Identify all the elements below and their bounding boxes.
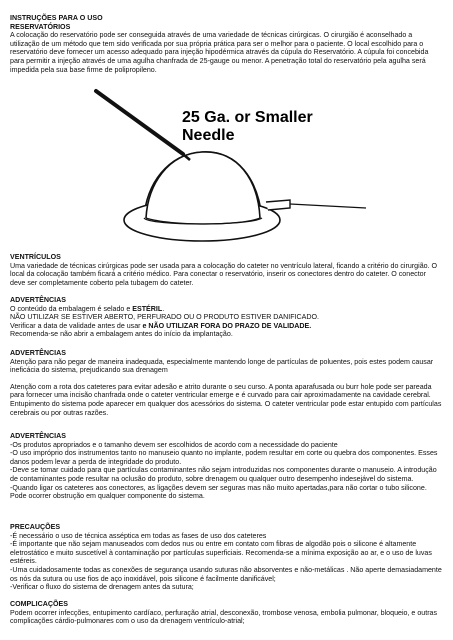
paragraph-adv2-3: Entupimento do sistema pode aparecer em qualquer dos acessórios do sistema. O cateter ventricular pode estar entupido com partículas cerebrais ou por outras razões.: [10, 399, 442, 417]
line-embalagem: O conteúdo da embalagem é selado e ESTÉRIL.: [10, 304, 165, 313]
reservoir-needle-figure: [90, 86, 370, 246]
paragraph-prec-2: -É importante que não sejam manuseados com dedos nus ou entre em contato com fibras de algodão pois o silicone é altamente eletrostático e muito suscetível à contaminação por partículas superficiais. Recomenda-se a mínima exposição ao ar, e o uso de luvas estéreis.: [10, 540, 432, 566]
section-advertencias-1: [10, 296, 442, 339]
heading-precaucoes: PRECAUÇÕES: [10, 523, 61, 531]
paragraph-prec-4: -Verificar o fluxo do sistema de drenagem antes da sutura;: [10, 583, 194, 592]
paragraph-complicacoes: Podem ocorrer infecções, entupimento cardíaco, perfuração atrial, desconexão, trombose venosa, embolia pulmonar, bloqueio, e outras complicações cárdio-pulmonares com o uso da drenagem ventrículo-atrial;: [10, 608, 438, 626]
section-ventriculos: [10, 253, 442, 287]
section-complicacoes: [10, 600, 442, 626]
heading-advertencias-2: ADVERTÊNCIAS: [10, 349, 66, 357]
line-nao-utilizar: NÃO UTILIZAR SE ESTIVER ABERTO, PERFURADO OU O PRODUTO ESTIVER DANIFICADO.: [10, 313, 320, 322]
heading-ventriculos: VENTRÍCULOS: [10, 253, 61, 261]
heading-advertencias-1: ADVERTÊNCIAS: [10, 296, 66, 304]
heading-advertencias-3: ADVERTÊNCIAS: [10, 432, 66, 440]
paragraph-adv3-4: -Quando ligar os cateteres aos conectores, as ligações devem ser seguras mas não muito apertadas,para não cortar o tubo silicone. Pode ocorrer obstrução em qualquer componente do sistema.: [10, 483, 427, 501]
paragraph-adv2-2: Atenção com a rota dos cateteres para evitar adesão e atrito durante o seu curso. A ponta aparafusada ou burr hole pode ser pareada para fornecer uma incisão chanfrada onde o cateter ventricular emerge e é curvado para cair aproximadamente na cavidade cerebral.: [10, 382, 432, 400]
section-precaucoes: [10, 523, 442, 592]
line-recomendacao: Recomenda-se não abrir a embalagem antes do início da implantação.: [10, 330, 233, 339]
paragraph-adv3-1: -Os produtos apropriados e o tamanho devem ser escolhidos de acordo com a necessidade do paciente: [10, 440, 338, 449]
paragraph-adv3-3: -Deve se tomar cuidado para que partículas contaminantes não sejam introduzidas nos componentes durante o manuseio. A introdução de contaminantes pode resultar na oclusão do produto, sobre drenagem ou qualquer outro desempenho indesejável do sistema.: [10, 466, 437, 483]
section-advertencias-3: [10, 432, 442, 501]
title-instrucoes: INSTRUÇÕES PARA O USO: [10, 14, 103, 22]
section-reservatorios: [10, 14, 442, 74]
section-advertencias-2: [10, 349, 442, 417]
paragraph-adv2-1: Atenção para não pegar de maneira inadequada, especialmente mantendo longe de partículas de poluentes, pois estes podem causar ineficácia do sistema, prejudicando sua drenagem: [10, 357, 434, 375]
paragraph-adv3-2: -O uso impróprio dos instrumentos tanto no manuseio quanto no implante, podem resultar em corte ou quebra dos componentes. Esses danos podem levar a perda de integridade do produto.: [10, 449, 438, 466]
paragraph-prec-1: -É necessário o uso de técnica asséptica em todas as fases de uso dos cateteres: [10, 531, 267, 540]
paragraph-reservatorios: A colocação do reservatório pode ser conseguida através de uma variedade de técnicas cirúrgicas. O cirurgião é aconselhado a utilização de um método que tem sido verificada por sua própria prática para ser o melhor para o paciente. O local escolhido para o reservatório deve fornecer um acesso adequado para injeção hipodérmica através da cúpula do Reservatório. A cúpula foi concebida para permitir a injeção através de uma agulha chanfrada de 25-gauge ou menor. A penetração total do reservatório pela agulha será impedida pela sua base firme de polipropileno.: [10, 31, 429, 74]
needle-label-line2: Needle: [182, 127, 235, 144]
reservoir-illustration: [90, 86, 370, 246]
heading-reservatorios: RESERVATÓRIOS: [10, 22, 71, 31]
line-validade: Verificar a data de validade antes de usar e NÃO UTILIZAR FORA DO PRAZO DE VALIDADE.: [10, 321, 312, 330]
heading-complicacoes: COMPLICAÇÕES: [10, 600, 68, 608]
needle-label-line1: 25 Ga. or Smaller: [182, 109, 313, 126]
paragraph-prec-3: -Uma cuidadosamente todas as conexões de segurança usando suturas não absorventes e não-metálicas . Não aperte demasiadamente os nós da sutura ou use fios de aço inoxidável, pois silicone é facilmente danificável;: [10, 565, 442, 583]
paragraph-ventriculos: Uma variedade de técnicas cirúrgicas pode ser usada para a colocação do cateter no ventrículo lateral, ficando a critério do cirurgião. O local da colocação também ficará a critério médico. Para conectar o reservatório, inserir os conectores dentro do cateter. O conector deve ser completamente coberto pela tubagem do cateter.: [10, 261, 438, 287]
